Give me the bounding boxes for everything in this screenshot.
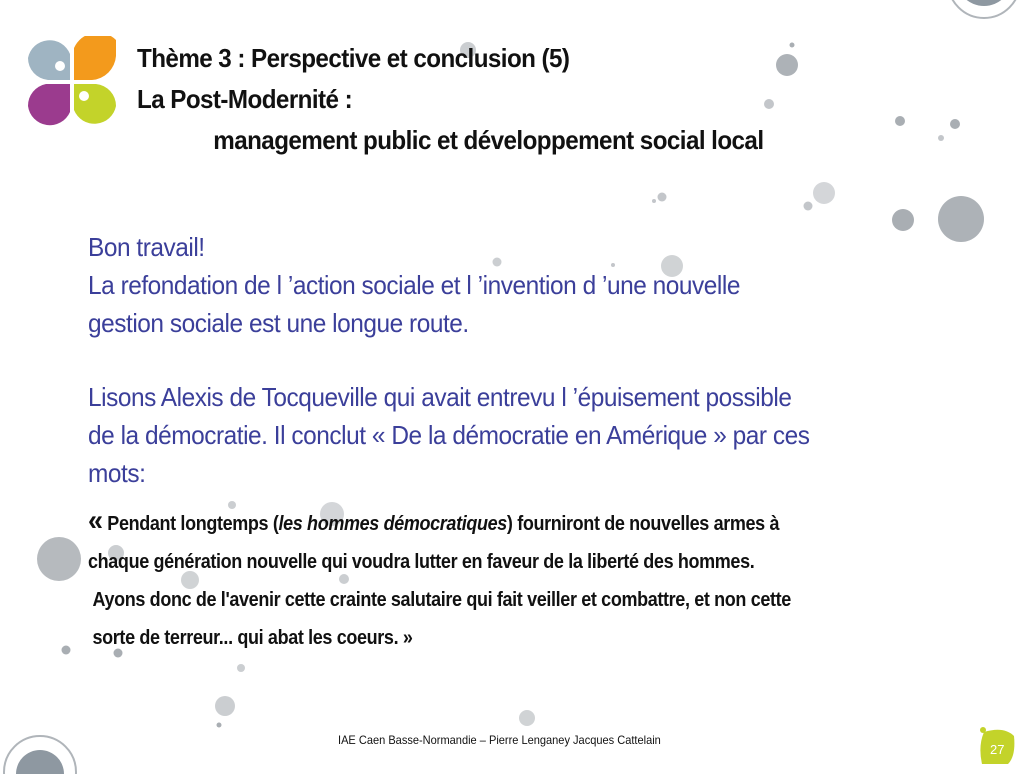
tocqueville-quote (88, 502, 907, 657)
title-line-1: Thème 3 : Perspective et conclusion (5) (137, 43, 570, 73)
body-line: mots: (88, 458, 146, 488)
quote-line-3: Ayons donc de l'avenir cette crainte salutaire qui fait veiller et combattre, et non cette (92, 589, 791, 611)
body-line: Lisons Alexis de Tocqueville qui avait entrevu l ’épuisement possible (88, 382, 792, 412)
quote-line-2: chaque génération nouvelle qui voudra lutter en faveur de la liberté des hommes. (88, 551, 755, 573)
logo-icon (26, 36, 118, 128)
quote-segment: ) fourniront de nouvelles armes à (506, 513, 780, 535)
footer-credit: IAE Caen Basse-Normandie – Pierre Lenganey Jacques Cattelain (338, 733, 661, 747)
body-line: La refondation de l ’action sociale et l ’invention d ’une nouvelle (88, 270, 740, 300)
quote-segment: Pendant longtemps ( (102, 513, 279, 535)
quote-open-mark: « (88, 504, 103, 537)
corner-ring-decoration-bottom (0, 734, 80, 774)
quote-italic: les hommes démocratiques (278, 513, 507, 535)
quote-line-1 (88, 504, 780, 537)
quote-line-4: sorte de terreur... qui abat les coeurs. » (92, 627, 413, 649)
title-line-3: management public et développement social local (213, 125, 764, 155)
slide-title (137, 38, 763, 161)
body-line: gestion sociale est une longue route. (88, 308, 469, 338)
body-text (88, 228, 934, 492)
body-line: de la démocratie. Il conclut « De la démocratie en Amérique » par ces (88, 420, 810, 450)
body-line: Bon travail! (88, 232, 205, 262)
corner-ring-decoration (942, 0, 1024, 34)
page-number: 27 (990, 742, 1005, 757)
title-line-2: La Post-Modernité : (137, 84, 353, 114)
